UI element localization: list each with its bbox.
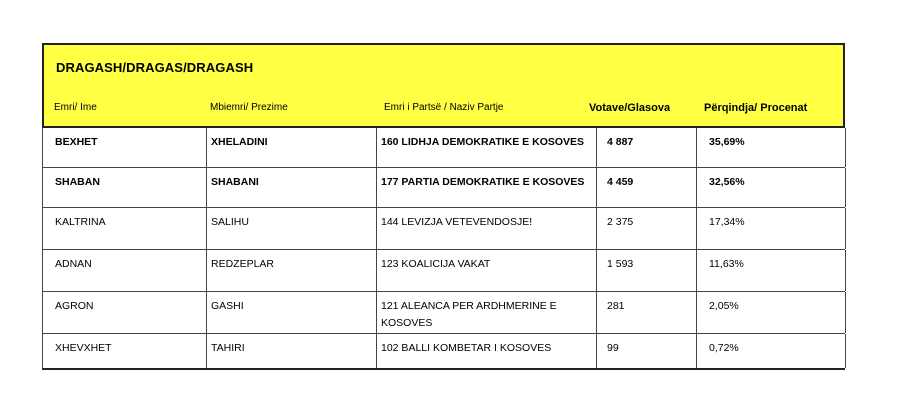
results-table: [42, 43, 845, 370]
cell-percent: 35,69%: [696, 128, 846, 167]
cell-last-name: GASHI: [206, 292, 376, 333]
cell-first-name: BEXHET: [55, 136, 98, 148]
cell-party: 144 LEVIZJA VETEVENDOSJE!: [376, 208, 596, 249]
cell-votes: 4 459: [596, 168, 696, 207]
cell-last-name: XHELADINI: [206, 128, 376, 167]
header-party: Emri i Partsë / Naziv Partje: [384, 102, 504, 113]
cell-votes: 1 593: [596, 250, 696, 291]
table-row: [42, 128, 845, 168]
cell-first-name: ADNAN: [55, 258, 92, 270]
cell-last-name: REDZEPLAR: [206, 250, 376, 291]
cell-percent: 2,05%: [696, 292, 846, 333]
cell-first-name: AGRON: [55, 300, 94, 312]
cell-party: 177 PARTIA DEMOKRATIKE E KOSOVES: [376, 168, 596, 207]
header-votes: Votave/Glasova: [589, 102, 671, 114]
table-header: [42, 43, 845, 128]
cell-votes: 4 887: [596, 128, 696, 167]
cell-party: 123 KOALICIJA VAKAT: [376, 250, 596, 291]
table-row: [42, 292, 845, 334]
cell-party: 102 BALLI KOMBETAR I KOSOVES: [376, 334, 596, 368]
cell-last-name: TAHIRI: [206, 334, 376, 368]
header-first-name: Emri/ Ime: [54, 102, 97, 113]
cell-first-name: XHEVXHET: [55, 342, 112, 354]
cell-percent: 17,34%: [696, 208, 846, 249]
header-last-name: Mbiemri/ Prezime: [210, 102, 288, 113]
table-title: DRAGASH/DRAGAS/DRAGASH: [56, 60, 254, 75]
table-row: [42, 334, 845, 370]
table-row: [42, 208, 845, 250]
cell-votes: 281: [596, 292, 696, 333]
table-row: [42, 168, 845, 208]
cell-votes: 99: [596, 334, 696, 368]
header-percent: Përqindja/ Procenat: [704, 102, 808, 114]
cell-last-name: SALIHU: [206, 208, 376, 249]
table-row: [42, 250, 845, 292]
cell-party: 160 LIDHJA DEMOKRATIKE E KOSOVES: [376, 128, 596, 167]
cell-percent: 11,63%: [696, 250, 846, 291]
cell-party: 121 ALEANCA PER ARDHMERINE E KOSOVES: [376, 292, 596, 333]
cell-percent: 32,56%: [696, 168, 846, 207]
cell-first-name: KALTRINA: [55, 216, 106, 228]
cell-percent: 0,72%: [696, 334, 846, 368]
cell-first-name: SHABAN: [55, 176, 100, 188]
cell-last-name: SHABANI: [206, 168, 376, 207]
table-body: [42, 128, 845, 370]
cell-votes: 2 375: [596, 208, 696, 249]
